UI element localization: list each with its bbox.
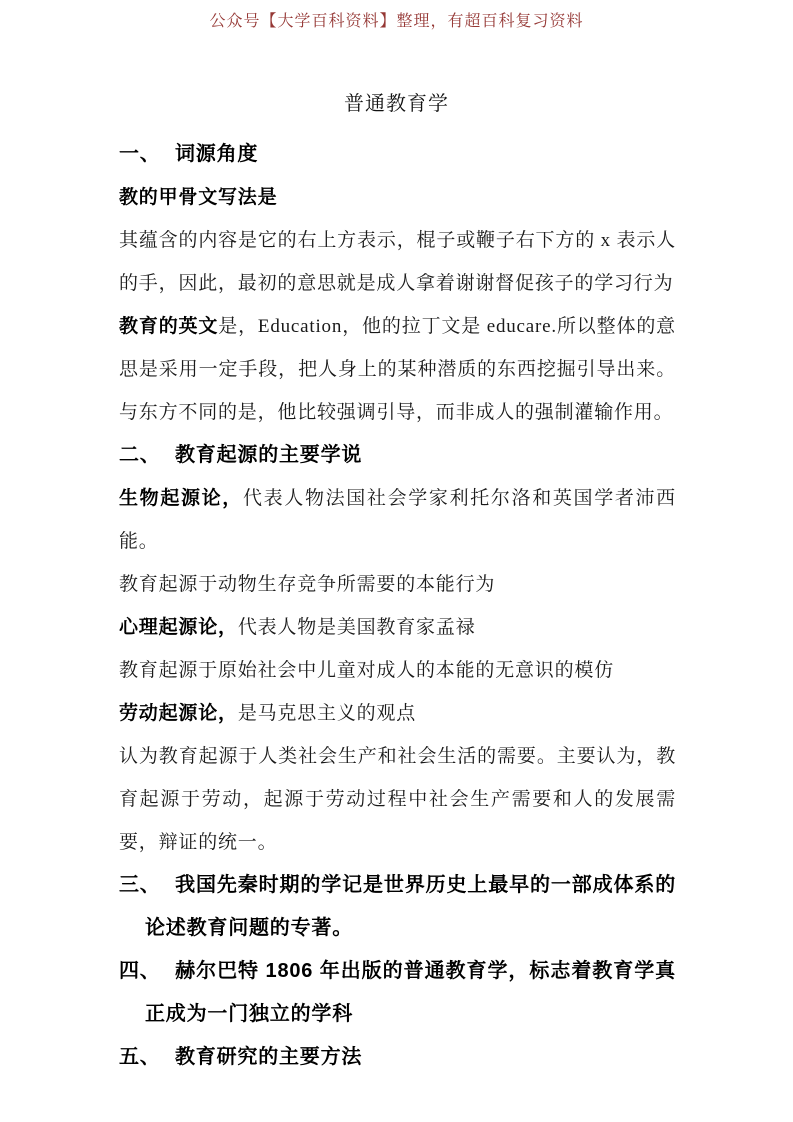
heading-number: 一、 xyxy=(119,143,161,165)
paragraph-labor-detail: 认为教育起源于人类社会生产和社会生活的需要。主要认为，教育起源于劳动，起源于劳动过程中社会生产需要和人的发展需要，辩证的统一。 xyxy=(119,746,676,853)
doc-content xyxy=(0,133,793,1079)
heading-number: 三、 xyxy=(119,874,161,896)
heading-text: 我国先秦时期的学记是世界历史上最早的一部成体系的论述教育问题的专著。 xyxy=(145,874,676,939)
section-heading-3 xyxy=(119,864,676,950)
paragraph-text: 代表人物法国社会学家利托尔洛和英国学者沛西能。 xyxy=(119,488,676,552)
doc-title: 普通教育学 xyxy=(344,93,449,115)
section-heading-4 xyxy=(119,950,676,1036)
paragraph-biological-detail: 教育起源于动物生存竞争所需要的本能行为 xyxy=(119,574,496,595)
heading-number: 四、 xyxy=(119,960,161,982)
bold-lead: 生物起源论， xyxy=(119,488,243,509)
paragraph-psychological-detail: 教育起源于原始社会中儿童对成人的本能的无意识的模仿 xyxy=(119,660,615,681)
paragraph-english-education xyxy=(119,305,676,434)
heading-text: 词源角度 xyxy=(175,143,259,165)
paragraph-oracle-bone xyxy=(119,176,676,219)
paragraph-oracle-meaning: 其蕴含的内容是它的右上方表示，棍子或鞭子右下方的 x 表示人的手，因此，最初的意思就是成人拿着谢谢督促孩子的学习行为 xyxy=(119,230,676,294)
paragraph-psychological-origin xyxy=(119,606,676,649)
paragraph-text: 是，Education，他的拉丁文是 educare.所以整体的意思是采用一定手段，把人身上的某种潜质的东西挖掘引导出来。与东方不同的是，他比较强调引导，而非成人的强制灌输作用。 xyxy=(119,316,676,423)
paragraph-text: 是马克思主义的观点 xyxy=(237,703,417,724)
paragraph-labor-origin xyxy=(119,692,676,735)
bold-lead: 劳动起源论， xyxy=(119,703,238,724)
section-heading-2 xyxy=(119,434,676,477)
heading-number: 二、 xyxy=(119,444,161,466)
section-heading-1 xyxy=(119,133,676,176)
bold-lead: 教育的英文 xyxy=(119,316,219,337)
heading-text: 赫尔巴特 1806 年出版的普通教育学，标志着教育学真正成为一门独立的学科 xyxy=(145,960,676,1025)
section-heading-5 xyxy=(119,1036,676,1079)
paragraph-text: 代表人物是美国教育家孟禄 xyxy=(237,617,476,638)
page-header: 公众号【大学百科资料】整理，有超百科复习资料 xyxy=(209,13,584,30)
paragraph-biological-origin xyxy=(119,477,676,563)
heading-number: 五、 xyxy=(119,1046,161,1068)
heading-text: 教育研究的主要方法 xyxy=(175,1046,363,1068)
heading-text: 教育起源的主要学说 xyxy=(175,444,363,466)
bold-lead: 心理起源论， xyxy=(119,617,238,638)
bold-lead: 教的甲骨文写法是 xyxy=(119,187,278,208)
